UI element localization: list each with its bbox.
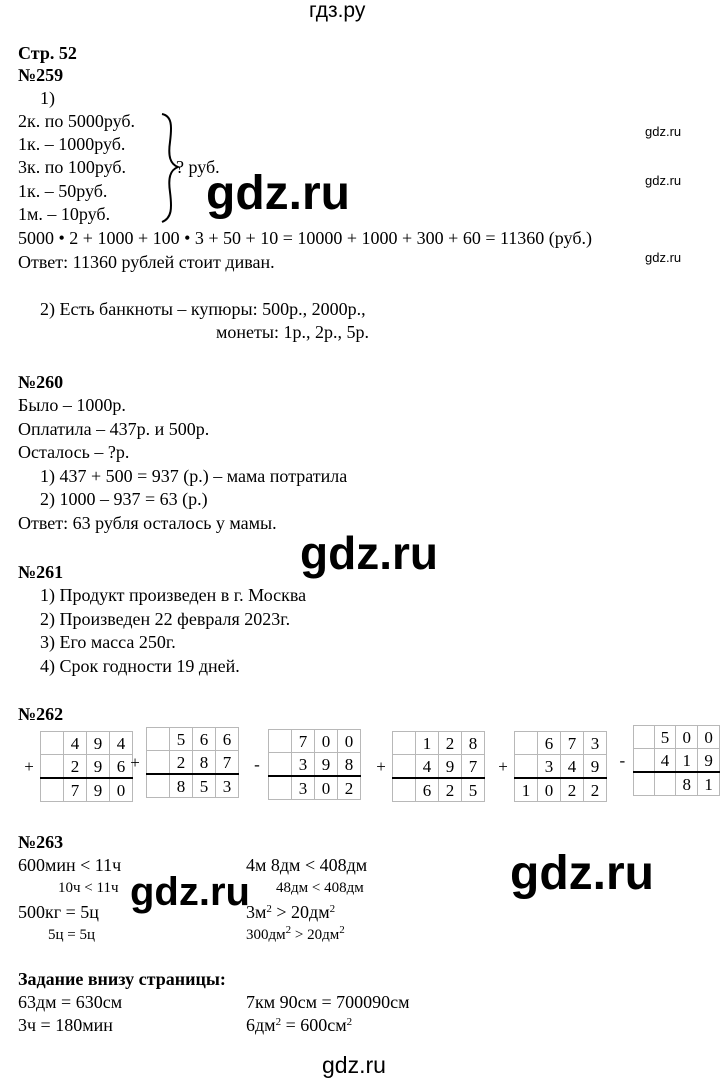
- digit-cell: 7: [462, 755, 485, 779]
- task-261-number: №261: [18, 562, 64, 582]
- digit-cell: 3: [292, 776, 315, 800]
- digit-cell: [515, 732, 538, 755]
- plus-sign: +: [498, 756, 508, 776]
- task-259-answer: Ответ: 11360 рублей стоит диван.: [18, 252, 275, 272]
- digit-cell: [370, 732, 393, 755]
- digit-cell: [492, 778, 515, 802]
- digit-cell: 2: [439, 732, 462, 755]
- task-259-part2-line1: 2) Есть банкноты – купюры: 500р., 2000р.,: [40, 299, 366, 319]
- column-sum-1: [18, 731, 133, 802]
- digit-cell: [41, 755, 64, 779]
- task-263-left-2: 500кг = 5ц: [18, 902, 99, 922]
- digit-cell: 5: [654, 726, 676, 749]
- digit-cell: [612, 772, 633, 796]
- header-watermark: гдз.ру: [309, 0, 366, 22]
- digit-cell: [147, 728, 170, 751]
- digit-cell: [41, 778, 64, 802]
- digit-cell: 3: [292, 753, 315, 777]
- digit-cell: 9: [87, 732, 110, 755]
- bottom-task-right-2: $6дм^2 = 600см^2$: [246, 1015, 353, 1035]
- digit-cell: 0: [698, 726, 720, 749]
- digit-cell: 9: [439, 755, 462, 779]
- digit-cell: 9: [584, 755, 607, 779]
- task-261-item-3: 3) Его масса 250г.: [40, 632, 176, 652]
- digit-cell: 6: [216, 728, 239, 751]
- digit-cell: 4: [416, 755, 439, 779]
- digit-cell: [633, 726, 654, 749]
- column-difference-1: [246, 729, 361, 800]
- digit-cell: 3: [538, 755, 561, 779]
- task-263-right-2-sub: $300дм^2 > 20дм^2$: [246, 924, 345, 943]
- digit-cell: 2: [439, 778, 462, 802]
- task-261-item-2: 2) Произведен 22 февраля 2023г.: [40, 609, 291, 629]
- bottom-task-right-1: 7км 90см = 700090см: [246, 992, 410, 1012]
- digit-cell: [269, 753, 292, 777]
- digit-cell: 4: [654, 749, 676, 773]
- task-263-number: №263: [18, 832, 64, 852]
- column-difference-2: [612, 725, 720, 796]
- digit-cell: [393, 732, 416, 755]
- task-263-right-1-sub: 48дм < 408дм: [276, 880, 364, 896]
- digit-cell: 1: [676, 749, 698, 773]
- task-259-item-5: 1м. – 10руб.: [18, 204, 111, 224]
- watermark-small-1: gdz.ru: [645, 124, 682, 139]
- digit-cell: [370, 778, 393, 802]
- task-260-step-1: 1) 437 + 500 = 937 (р.) – мама потратила: [40, 466, 348, 486]
- digit-cell: [492, 732, 515, 755]
- digit-cell: 1: [416, 732, 439, 755]
- watermark-big-1: gdz.ru: [206, 167, 350, 220]
- task-260-line-1: Было – 1000р.: [18, 395, 126, 415]
- bottom-task-left-1: 63дм = 630см: [18, 992, 123, 1012]
- digit-cell: 6: [416, 778, 439, 802]
- task-259-question: ? руб.: [176, 157, 220, 177]
- digit-cell: 7: [64, 778, 87, 802]
- digit-cell: 2: [561, 778, 584, 802]
- task-259-part1-label: 1): [40, 88, 55, 108]
- digit-cell: 0: [676, 726, 698, 749]
- digit-cell: 9: [87, 778, 110, 802]
- digit-cell: 3: [216, 774, 239, 798]
- task-260-line-3: Осталось – ?р.: [18, 442, 130, 462]
- digit-cell: [18, 732, 41, 755]
- task-260-answer: Ответ: 63 рубля осталось у мамы.: [18, 513, 277, 533]
- task-259-item-2: 1к. – 1000руб.: [18, 134, 126, 154]
- digit-cell: [269, 776, 292, 800]
- plus-sign: +: [376, 756, 386, 776]
- digit-cell: 8: [462, 732, 485, 755]
- digit-cell: [147, 774, 170, 798]
- minus-sign: -: [254, 754, 260, 774]
- digit-cell: 9: [698, 749, 720, 773]
- watermark-small-2: gdz.ru: [645, 173, 682, 188]
- task-262-number: №262: [18, 704, 64, 724]
- digit-cell: 0: [110, 778, 133, 802]
- plus-sign: +: [24, 756, 34, 776]
- digit-cell: 8: [676, 772, 698, 796]
- digit-cell: 7: [292, 730, 315, 753]
- task-263-left-1: 600мин < 11ч: [18, 855, 122, 875]
- digit-cell: [124, 728, 147, 751]
- bottom-task-title: Задание внизу страницы:: [18, 969, 226, 989]
- digit-cell: [612, 726, 633, 749]
- task-263-right-2: $3м^2 > 20дм^2$: [246, 902, 336, 922]
- digit-cell: [246, 730, 269, 753]
- digit-cell: 8: [193, 751, 216, 775]
- digit-cell: 0: [315, 776, 338, 800]
- task-263-left-1-sub: 10ч < 11ч: [58, 880, 119, 896]
- digit-cell: 4: [561, 755, 584, 779]
- task-259-part2-line2: монеты: 1р., 2р., 5р.: [216, 322, 369, 342]
- digit-cell: 5: [462, 778, 485, 802]
- task-259-item-3: 3к. по 100руб.: [18, 157, 127, 177]
- watermark-big-2: gdz.ru: [300, 527, 438, 579]
- digit-cell: [41, 732, 64, 755]
- column-sum-4: [492, 731, 607, 802]
- task-263-right-1: 4м 8дм < 408дм: [246, 855, 368, 875]
- task-260-line-2: Оплатила – 437р. и 500р.: [18, 419, 210, 439]
- digit-cell: 0: [538, 778, 561, 802]
- digit-cell: 4: [110, 732, 133, 755]
- digit-cell: 5: [193, 774, 216, 798]
- digit-cell: [393, 755, 416, 779]
- digit-cell: [515, 755, 538, 779]
- digit-cell: 6: [538, 732, 561, 755]
- digit-cell: [246, 776, 269, 800]
- digit-cell: [633, 749, 654, 773]
- digit-cell: 4: [64, 732, 87, 755]
- minus-sign: -: [619, 750, 626, 770]
- digit-cell: 2: [338, 776, 361, 800]
- watermark-small-3: gdz.ru: [645, 250, 682, 265]
- digit-cell: 9: [87, 755, 110, 779]
- digit-cell: 7: [561, 732, 584, 755]
- digit-cell: 2: [584, 778, 607, 802]
- digit-cell: 1: [698, 772, 720, 796]
- digit-cell: 3: [584, 732, 607, 755]
- task-259-item-4: 1к. – 50руб.: [18, 181, 108, 201]
- page-number: Стр. 52: [18, 43, 77, 63]
- digit-cell: 1: [515, 778, 538, 802]
- digit-cell: [393, 778, 416, 802]
- footer-watermark: gdz.ru: [322, 1052, 386, 1078]
- digit-cell: 8: [338, 753, 361, 777]
- task-263-left-2-sub: 5ц = 5ц: [48, 927, 96, 943]
- digit-cell: 0: [338, 730, 361, 753]
- digit-cell: 6: [110, 755, 133, 779]
- column-sum-2: [124, 727, 239, 798]
- bottom-task-left-2: 3ч = 180мин: [18, 1015, 113, 1035]
- watermark-big-4: gdz.ru: [510, 847, 654, 900]
- digit-cell: 6: [193, 728, 216, 751]
- digit-cell: 0: [315, 730, 338, 753]
- task-260-number: №260: [18, 372, 64, 392]
- digit-cell: [633, 772, 654, 796]
- task-261-item-4: 4) Срок годности 19 дней.: [40, 656, 240, 676]
- column-sum-3: [370, 731, 485, 802]
- digit-cell: 7: [216, 751, 239, 775]
- watermark-big-3: gdz.ru: [130, 870, 250, 914]
- digit-cell: 2: [170, 751, 193, 775]
- digit-cell: [269, 730, 292, 753]
- digit-cell: [147, 751, 170, 775]
- digit-cell: 8: [170, 774, 193, 798]
- task-260-step-2: 2) 1000 – 937 = 63 (р.): [40, 489, 208, 509]
- digit-cell: [18, 778, 41, 802]
- digit-cell: 9: [315, 753, 338, 777]
- task-261-item-1: 1) Продукт произведен в г. Москва: [40, 585, 307, 605]
- plus-sign: +: [130, 752, 140, 772]
- task-259-number: №259: [18, 65, 64, 85]
- task-259-item-1: 2к. по 5000руб.: [18, 111, 136, 131]
- digit-cell: 5: [170, 728, 193, 751]
- digit-cell: 2: [64, 755, 87, 779]
- digit-cell: [654, 772, 676, 796]
- task-259-expression: 5000 • 2 + 1000 + 100 • 3 + 50 + 10 = 10000 + 1000 + 300 + 60 = 11360 (руб.): [18, 228, 592, 248]
- digit-cell: [124, 774, 147, 798]
